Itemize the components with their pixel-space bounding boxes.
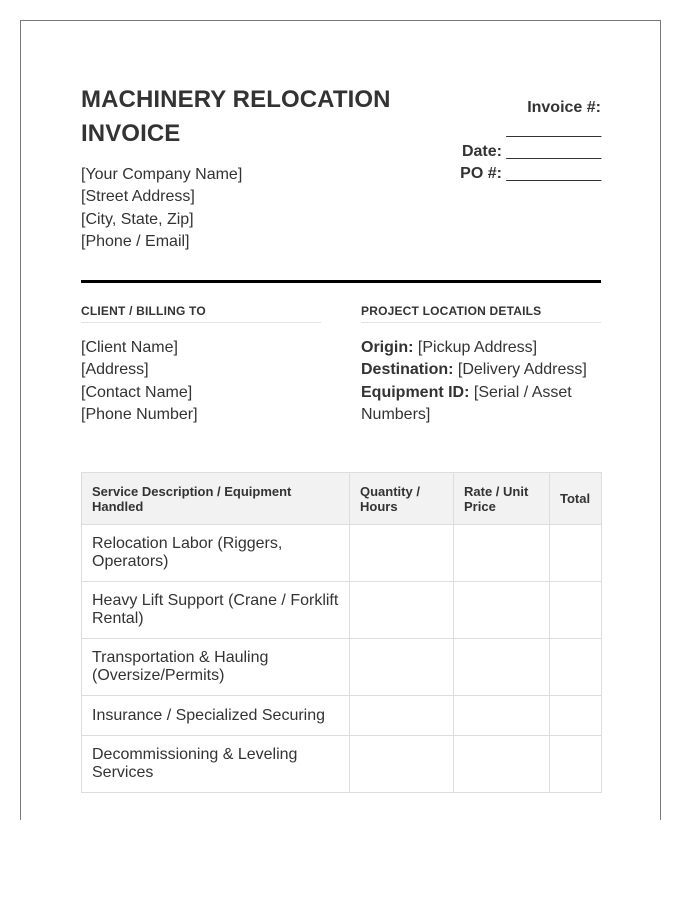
equipment-line: [361, 382, 606, 427]
row-quantity-cell[interactable]: [350, 639, 454, 696]
row-total-cell[interactable]: [550, 639, 602, 696]
invoice-page: [20, 20, 661, 820]
client-info: [81, 337, 198, 426]
date-value: ___________: [506, 143, 601, 160]
invoice-title: MACHINERY RELOCATION INVOICE: [81, 86, 391, 147]
date-label: Date:: [461, 143, 502, 160]
row-description: Insurance / Specialized Securing: [82, 696, 350, 736]
destination-value: [Delivery Address]: [457, 361, 587, 379]
client-address: [Address]: [81, 361, 149, 379]
po-field[interactable]: [401, 163, 601, 185]
origin-label: Origin:: [361, 339, 414, 356]
company-city: [City, State, Zip]: [81, 210, 194, 228]
client-phone: [Phone Number]: [81, 405, 198, 423]
row-description: Heavy Lift Support (Crane / Forklift Rental): [82, 582, 350, 639]
table-row: [82, 525, 602, 582]
company-contact: [Phone / Email]: [81, 232, 190, 250]
client-name: [Client Name]: [81, 339, 178, 356]
row-total-cell[interactable]: [550, 696, 602, 736]
company-info: [81, 164, 242, 253]
table-header-row: [82, 473, 602, 525]
invoice-number-label: Invoice #:: [527, 99, 601, 116]
row-rate-cell[interactable]: [454, 736, 550, 793]
row-quantity-cell[interactable]: [350, 525, 454, 582]
client-contact-name: [Contact Name]: [81, 383, 193, 401]
row-description: Decommissioning & Leveling Services: [82, 736, 350, 793]
col-header-description: Service Description / Equipment Handled: [82, 473, 350, 525]
table-row: [82, 736, 602, 793]
equipment-value: [Serial / Asset Numbers]: [361, 383, 572, 423]
table-row: [82, 696, 602, 736]
location-info: [361, 337, 606, 426]
row-description: Relocation Labor (Riggers, Operators): [82, 525, 350, 582]
row-total-cell[interactable]: [550, 525, 602, 582]
origin-value: [Pickup Address]: [417, 339, 538, 356]
po-value: ___________: [506, 165, 601, 182]
client-section-heading: CLIENT / BILLING TO: [81, 304, 321, 323]
row-total-cell[interactable]: [550, 736, 602, 793]
row-rate-cell[interactable]: [454, 582, 550, 639]
col-header-quantity: Quantity / Hours: [350, 473, 454, 525]
equipment-label: Equipment ID:: [361, 383, 470, 401]
row-quantity-cell[interactable]: [350, 696, 454, 736]
location-section-heading: PROJECT LOCATION DETAILS: [361, 304, 601, 323]
row-rate-cell[interactable]: [454, 696, 550, 736]
destination-line: [361, 359, 606, 381]
table-row: [82, 639, 602, 696]
invoice-meta: [401, 97, 601, 185]
row-total-cell[interactable]: [550, 582, 602, 639]
date-field[interactable]: [401, 141, 601, 163]
col-header-rate: Rate / Unit Price: [454, 473, 550, 525]
row-rate-cell[interactable]: [454, 525, 550, 582]
row-quantity-cell[interactable]: [350, 736, 454, 793]
po-label: PO #:: [460, 165, 502, 182]
invoice-number-field[interactable]: [401, 119, 601, 141]
row-rate-cell[interactable]: [454, 639, 550, 696]
row-description: Transportation & Hauling (Oversize/Permits): [82, 639, 350, 696]
company-street: [Street Address]: [81, 188, 195, 206]
company-name: [Your Company Name]: [81, 166, 243, 183]
invoice-number-value: ___________: [506, 121, 601, 138]
services-table: [81, 472, 602, 793]
table-row: [82, 582, 602, 639]
row-quantity-cell[interactable]: [350, 582, 454, 639]
origin-line: [361, 337, 606, 359]
destination-label: Destination:: [361, 361, 454, 379]
header-divider: [81, 280, 601, 283]
col-header-total: Total: [550, 473, 602, 525]
